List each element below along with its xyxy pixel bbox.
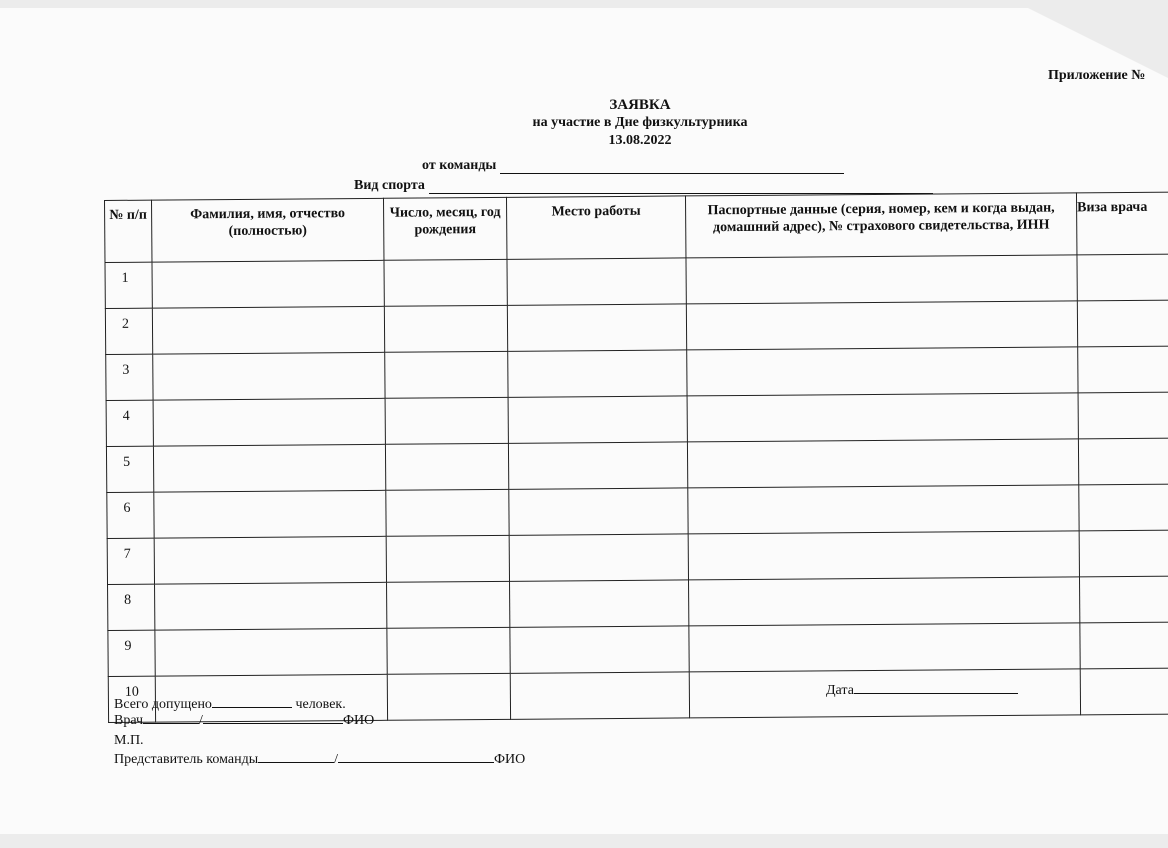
sport-label: Вид спорта <box>354 178 425 193</box>
cell-name[interactable] <box>155 628 387 676</box>
total-unit: человек. <box>295 697 346 712</box>
row-number: 8 <box>108 584 155 630</box>
table-row <box>105 254 1168 308</box>
stamp-label: М.П. <box>114 733 144 748</box>
cell-passport[interactable] <box>688 485 1079 534</box>
sport-field[interactable] <box>429 179 933 194</box>
doctor-fio-label: ФИО <box>342 713 375 728</box>
cell-birthdate[interactable] <box>386 489 509 536</box>
cell-doctor-visa[interactable] <box>1080 668 1168 715</box>
cell-birthdate[interactable] <box>385 443 508 490</box>
cell-name[interactable] <box>153 352 385 400</box>
cell-passport[interactable] <box>686 255 1077 304</box>
representative-fio-label: ФИО <box>494 752 526 767</box>
doctor-row <box>114 710 374 729</box>
cell-workplace[interactable] <box>508 350 687 397</box>
column-header-doctor-visa: Виза врача <box>1076 192 1168 255</box>
row-number: 7 <box>107 538 154 584</box>
table-row <box>108 576 1168 630</box>
total-field[interactable] <box>212 694 292 708</box>
stamp-row <box>114 733 144 749</box>
cell-passport[interactable] <box>689 577 1080 626</box>
cell-workplace[interactable] <box>507 304 686 351</box>
cell-doctor-visa[interactable] <box>1080 622 1168 669</box>
cell-doctor-visa[interactable] <box>1079 484 1168 531</box>
doctor-name-field[interactable] <box>203 710 343 724</box>
cell-birthdate[interactable] <box>387 581 510 628</box>
row-number: 9 <box>108 630 155 676</box>
cell-name[interactable] <box>152 260 384 308</box>
cell-passport[interactable] <box>686 301 1077 350</box>
cell-passport[interactable] <box>688 531 1079 580</box>
table-row <box>107 484 1168 538</box>
team-row <box>422 158 844 174</box>
title-block <box>440 96 840 150</box>
representative-signature-field[interactable] <box>258 749 334 763</box>
cell-doctor-visa[interactable] <box>1077 254 1168 301</box>
cell-birthdate[interactable] <box>384 305 507 352</box>
row-number: 6 <box>107 492 154 538</box>
row-number: 3 <box>106 354 153 400</box>
date-row <box>826 680 1018 699</box>
cell-name[interactable] <box>152 306 384 354</box>
doctor-slash: / <box>199 713 203 728</box>
team-label: от команды <box>422 158 497 173</box>
cell-passport[interactable] <box>687 393 1078 442</box>
cell-name[interactable] <box>154 490 386 538</box>
date-field[interactable] <box>854 680 1018 694</box>
cell-workplace[interactable] <box>510 672 689 719</box>
date-label: Дата <box>826 683 854 698</box>
cell-workplace[interactable] <box>510 626 689 673</box>
column-header-passport: Паспортные данные (серия, номер, кем и когда выдан, домашний адрес), № страхового свидетельства, ИНН <box>685 193 1076 258</box>
doctor-label: Врач <box>114 713 144 728</box>
cell-name[interactable] <box>153 398 385 446</box>
cell-passport[interactable] <box>687 439 1078 488</box>
cell-passport[interactable] <box>689 623 1080 672</box>
row-number: 10 <box>108 676 155 722</box>
sport-row <box>354 178 933 194</box>
cell-workplace[interactable] <box>509 488 688 535</box>
cell-doctor-visa[interactable] <box>1079 576 1168 623</box>
representative-name-field[interactable] <box>338 749 494 763</box>
cell-doctor-visa[interactable] <box>1078 438 1168 485</box>
cell-doctor-visa[interactable] <box>1078 346 1168 393</box>
total-label: Всего допущено <box>114 697 212 712</box>
table-row <box>106 392 1168 446</box>
row-number: 2 <box>105 308 152 354</box>
team-field[interactable] <box>500 159 844 174</box>
cell-workplace[interactable] <box>510 580 689 627</box>
column-header-birthdate: Число, месяц, год рождения <box>383 197 506 260</box>
cell-name[interactable] <box>154 536 386 584</box>
cell-name[interactable] <box>155 582 387 630</box>
cell-workplace[interactable] <box>508 442 687 489</box>
cell-workplace[interactable] <box>508 396 687 443</box>
cell-passport[interactable] <box>687 347 1078 396</box>
row-number: 4 <box>106 400 153 446</box>
row-number: 1 <box>105 262 152 308</box>
representative-row <box>114 749 525 768</box>
doctor-signature-field[interactable] <box>143 710 199 724</box>
table-row <box>106 346 1168 400</box>
cell-birthdate[interactable] <box>385 397 508 444</box>
table-row <box>106 438 1168 492</box>
cell-doctor-visa[interactable] <box>1079 530 1168 577</box>
cell-birthdate[interactable] <box>387 673 510 720</box>
table-row <box>105 300 1168 354</box>
cell-birthdate[interactable] <box>384 259 507 306</box>
cell-workplace[interactable] <box>507 258 686 305</box>
column-header-number: № п/п <box>105 200 152 262</box>
table-header-row <box>105 192 1168 262</box>
representative-slash: / <box>334 752 338 767</box>
appendix-label: Приложение № <box>1048 68 1146 83</box>
table-body <box>105 254 1168 722</box>
row-number: 5 <box>106 446 153 492</box>
cell-workplace[interactable] <box>509 534 688 581</box>
cell-name[interactable] <box>153 444 385 492</box>
representative-label: Представитель команды <box>114 752 259 767</box>
form-title: ЗАЯВКА <box>609 97 671 113</box>
column-header-name: Фамилия, имя, отчество (полностью) <box>152 198 384 262</box>
form-subtitle: на участие в Дне физкультурника <box>532 115 748 130</box>
cell-birthdate[interactable] <box>385 351 508 398</box>
table-row <box>108 622 1168 676</box>
cell-doctor-visa[interactable] <box>1077 300 1168 347</box>
cell-birthdate[interactable] <box>386 535 509 582</box>
application-table <box>104 192 1168 723</box>
form-date: 13.08.2022 <box>608 133 672 148</box>
column-header-workplace: Место работы <box>506 196 685 259</box>
cell-doctor-visa[interactable] <box>1078 392 1168 439</box>
cell-birthdate[interactable] <box>387 627 510 674</box>
table-row <box>107 530 1168 584</box>
